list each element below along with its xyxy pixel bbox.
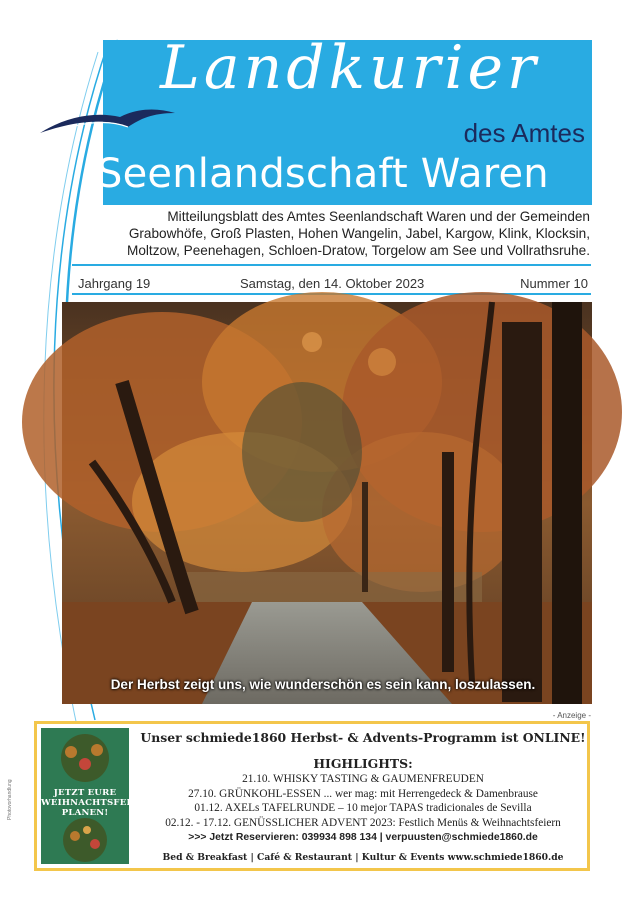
ad-wreath-image [41, 728, 145, 864]
masthead-main-title: Seenlandschaft Waren [97, 151, 549, 197]
list-item: 21.10. WHISKY TASTING & GAUMENFREUDEN [242, 773, 484, 785]
side-note: Photovorhandlung [7, 779, 13, 820]
bird-logo-icon [40, 107, 175, 137]
ad-reservation-line: >>> Jetzt Reservieren: 039934 898 134 | verpuusten@schmiede1860.de [188, 832, 538, 843]
masthead-subtitle: des Amtes [463, 118, 585, 148]
issue-year: Jahrgang 19 [78, 276, 151, 291]
issue-info [78, 272, 588, 292]
photo-caption: Der Herbst zeigt uns, wie wunderschön es sein kann, loszulassen. [110, 677, 536, 692]
ad-image-text: JETZT EURE WEIHNACHTSFEIER PLANEN! [41, 788, 145, 818]
issue-date: Samstag, den 14. Oktober 2023 [240, 276, 425, 291]
ad-headline: Unser schmiede1860 Herbst- & Advents-Programm ist ONLINE! [140, 730, 586, 745]
publication-description: Mitteilungsblatt des Amtes Seenlandschaft Waren und der Gemeinden Grabowhöfe, Groß Plasten, Hohen Wangelin, Jabel, Kargow, Klink, Klocksin, Moltzow, Peenehagen, Schloen-Dratow, Torgelow am See und Vollrathsruhe. [127, 209, 590, 258]
issue-number: Nummer 10 [520, 276, 588, 291]
list-item: 27.10. GRÜNKOHL-ESSEN ... wer mag: mit Herrengedeck & Damenbrause [188, 787, 538, 800]
ad-highlights-title: HIGHLIGHTS: [313, 756, 413, 771]
divider-top [72, 264, 591, 266]
ad-label: - Anzeige - [552, 711, 591, 720]
list-item: 02.12. - 17.12. GENÜSSLICHER ADVENT 2023: Festlich Menüs & Weihnachtsfeiern [165, 816, 561, 829]
masthead-title: Landkurier [160, 33, 540, 103]
cover-photo [62, 302, 592, 704]
list-item: 01.12. AXELs TAFELRUNDE – 10 mejor TAPAS tradicionales de Sevilla [194, 802, 532, 814]
ad-footer-line: Bed & Breakfast | Café & Restaurant | Kultur & Events www.schmiede1860.de [162, 852, 564, 863]
ad-highlights-list [137, 772, 589, 830]
autumn-park-image [62, 302, 592, 704]
advertisement [34, 721, 590, 871]
